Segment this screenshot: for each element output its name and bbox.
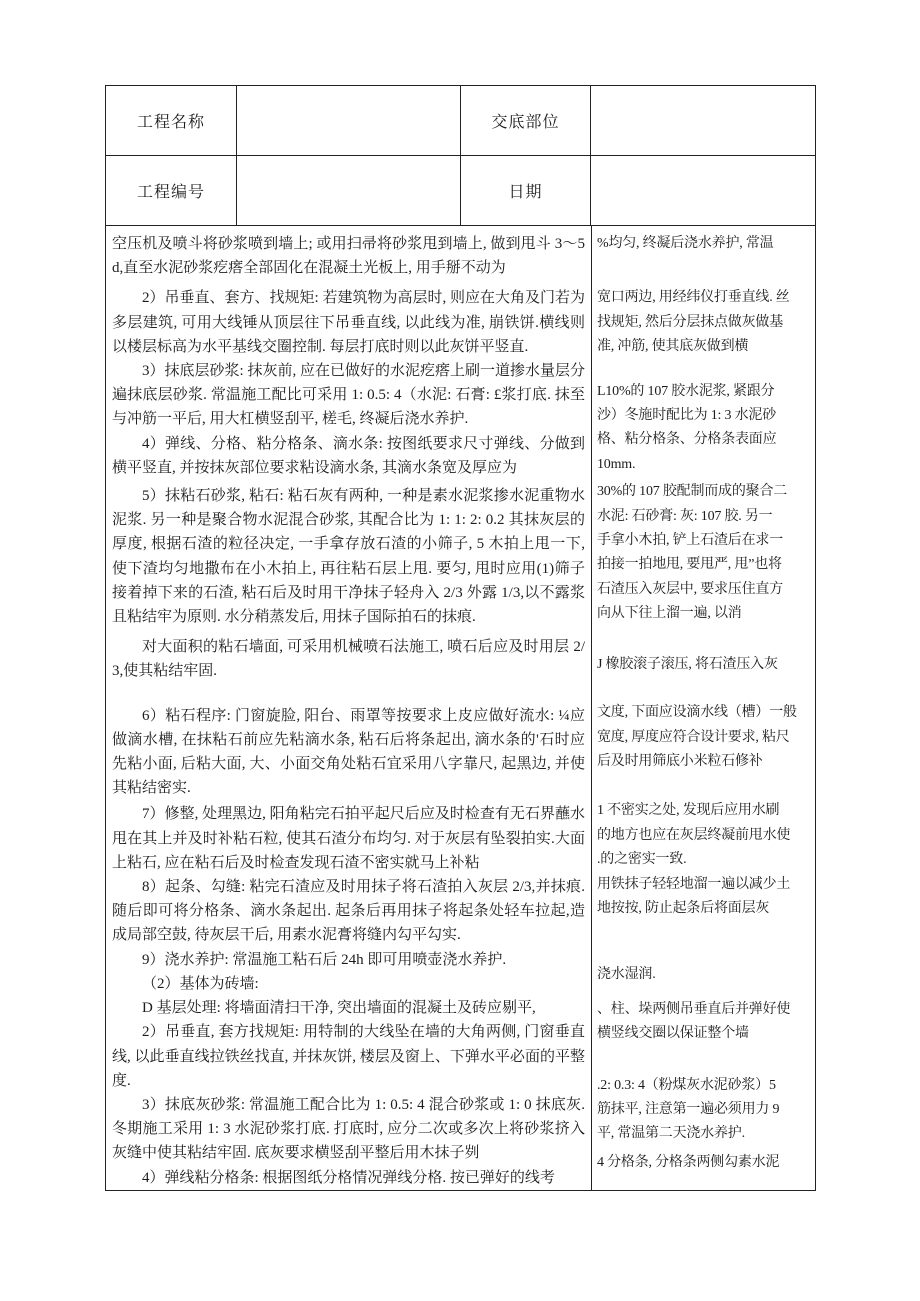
paragraph: 空压机及喷斗将砂浆喷到墙上; 或用扫帚将砂浆甩到墙上, 做到甩斗 3～5d,直至水泥砂浆疙瘩全部固化在混凝土光板上, 用手掰不动为 (112, 236, 585, 277)
text-fragment-line: .2: 0.3: 4（粉煤灰水泥砂浆）5 (597, 1077, 776, 1093)
text-fragment-line: 找规矩, 然后分层抹点做灰做基 (597, 314, 783, 330)
paragraph: （2）基体为砖墙: (142, 975, 259, 992)
paragraph: 2）吊垂直, 套方找规矩: 用特制的大线坠在墙的大角两侧, 门窗垂直线, 以此垂直线拉铁丝找直, 并抹灰饼, 楼层及窗上、下弹水平必面的平整度. (112, 1024, 585, 1089)
text-fragment-line: 拍接一拍地甩, 要甩严, 甩”也将 (597, 557, 782, 573)
paragraph: 3）抹底灰砂浆: 常温施工配合比为 1: 0.5: 4 混合砂浆或 1: 0 抹底灰. 冬期施工采用 1: 3 水泥砂浆打底. 打底时, 应分二次或多次上将砂浆挤入灰缝中使其粘结牢固. 底灰要求横竖刮平整后用木抹子刿 (112, 1096, 585, 1162)
text-fragment-line: 30%的 107 胶配制而成的聚合二 (597, 484, 788, 500)
text-fragment-line: L10%的 107 胶水泥浆, 紧跟分 (597, 383, 775, 399)
disclosure-table (105, 85, 816, 1191)
text-fragment-block (597, 1074, 812, 1147)
paragraph: 2）吊垂直、套方、找规矩: 若建筑物为高层时, 则应在大角及门若为多层建筑, 可用大线锤从顶层往下吊垂直线, 以此线为准, 崩铁饼.横线则以楼层标高为水平基线交圈控制. 每层打底时则以此灰饼平竖直. (112, 290, 585, 355)
text-fragment-line: 沙）冬施时配比为 1: 3 水泥砂 (597, 408, 776, 424)
disclosure-part-value (591, 86, 815, 155)
project-name-label: 工程名称 (106, 86, 237, 155)
text-fragment-block (597, 232, 812, 256)
text-fragment-line: 地按按, 防止起条后将面层灰 (597, 900, 770, 916)
text-fragment-line: 、柱、垛两侧吊垂直后并弹好使 (597, 1001, 791, 1017)
text-fragment-line: 浇水湿润. (597, 967, 656, 983)
paragraph: D 基层处理: 将墙面清扫干净, 突出墙面的混凝土及砖应剔平, (142, 1000, 536, 1017)
paragraph: 8）起条、勾缝: 粘完石渣应及时用抹子将石渣拍入灰层 2/3,并抹痕. 随后即可将分格条、滴水条起出. 起条后再用抹子将起条处轻车拉起,造成局部空鼓, 待灰层干后, 用素水泥膏将缝内勾平勾实. (112, 879, 585, 944)
text-fragment-line: 石渣压入灰层中, 要求压住直方 (597, 581, 783, 597)
text-fragment-line: 的地方也应在灰层终凝前甩水使 (597, 827, 791, 843)
disclosure-part-label: 交底部位 (461, 86, 591, 155)
text-fragment-block (597, 799, 812, 921)
text-fragment-block (597, 286, 812, 359)
paragraph: 4）弹线、分格、粘分格条、滴水条: 按图纸要求尺寸弹线、分做到横平竖直, 并按抹灰部位要求粘设滴水条, 其滴水条宽及厚应为 (112, 435, 585, 476)
paragraph: 5）抹粘石砂浆, 粘石: 粘石灰有两种, 一种是素水泥浆掺水泥重物水泥浆. 另一种是聚合物水泥混合砂浆, 其配合比为 1: 1: 2: 0.2 其抹灰层的厚度, 根据石渣的粒径决定, 一手拿存放石渣的小筛子, 5 木拍上甩一下, 使下渣均匀地撒布在小木拍上, 再往粘石层上甩. 要匀, 甩时应用(1)筛子接着掉下来的石渣, 粘石后及时用干净抹子轻舟入 2/3 外露 1/3,以不露浆且粘结牢为原则. 水分稍蒸发后, 用抹子国际拍石的抹痕. (112, 488, 585, 626)
text-fragment-line: 用铁抹子轻轻地溜一遍以减少土 (597, 876, 791, 892)
text-fragment-line: 1 不密实之处, 发现后应用水刷 (597, 803, 780, 819)
text-fragment-line: 手拿小木拍, 铲上石渣后在求一 (597, 533, 783, 549)
text-fragment-line: 准, 冲筋, 使其底灰做到横 (597, 339, 749, 355)
paragraph: 4）弹线粘分格条: 根据图纸分格情况弹线分格. 按已弹好的线考 (142, 1169, 555, 1186)
left-column (106, 226, 592, 1190)
paragraph: 6）粘石程序: 门窗旋脸, 阳台、雨罩等按要求上皮应做好流水: ¼应做滴水槽, 在抹粘石前应先粘滴水条, 粘石后将条起出, 滴水条的'石时应先粘小面, 后粘大面, 大、小面交角处粘石宜采用八字靠尺, 起黑边, 并使其粘结密实. (112, 707, 585, 797)
date-value (591, 156, 815, 225)
text-fragment-block (597, 480, 812, 626)
paragraph: 3）抹底层砂浆: 抹灰前, 应在已做好的水泥疙瘩上刷一道掺水量层分遍抹底层砂浆. 常温施工配比可采用 1: 0.5: 4（水泥: 石膏: £浆打底. 抹至与冲筋一平后, 用大杠横竖刮平, 槎毛, 终凝后浇水养护. (112, 363, 585, 428)
text-fragment-block (597, 701, 812, 774)
text-fragment-line: %均匀, 终凝后浇水养护, 常温 (597, 236, 774, 251)
header-row-2 (106, 156, 815, 226)
text-fragment-line: J 橡胶滚子滚压, 将石渣压入灰 (597, 656, 778, 672)
paragraph: 7）修整, 处理黑边, 阳角粘完石拍平起尺后应及时检查有无石界蘸水甩在其上并及时补粘石粒, 使其石渣分布均匀. 对于灰层有坠裂拍实.大面上粘石, 应在粘石后及时检查发现石渣不密实就马上补粘 (112, 806, 585, 871)
date-label: 日期 (461, 156, 591, 225)
paragraph: 9）浇水养护: 常温施工粘石后 24h 即可用喷壶浇水养护. (142, 951, 507, 968)
text-fragment-line: 宽口两边, 用经纬仪打垂直线. 丝 (597, 290, 790, 306)
text-fragment-line: 10mm. (597, 456, 636, 472)
text-fragment-line: .的之密实一致. (597, 852, 687, 868)
paragraph: 对大面积的粘石墙面, 可采用机械喷石法施工, 喷石后应及时用层 2/3,使其粘结牢固. (112, 639, 585, 680)
text-fragment-line: 后及时用筛底小米粒石修补 (597, 753, 763, 769)
text-fragment-block (597, 963, 812, 987)
text-fragment-line: 平, 常温第二天浇水养护. (597, 1126, 745, 1142)
right-column (592, 226, 815, 1190)
text-fragment-block (597, 380, 812, 478)
text-fragment-block (597, 1151, 812, 1175)
text-fragment-line: 向从下往上溜一遍, 以消 (597, 606, 742, 622)
project-number-label: 工程编号 (106, 156, 237, 225)
project-number-value (237, 156, 461, 225)
text-fragment-block (597, 653, 812, 677)
header-row-1 (106, 86, 815, 156)
text-fragment-line: 水泥: 石砂膏: 灰: 107 胶. 另一 (597, 508, 773, 524)
text-fragment-line: 横竖线交圈以保证整个墙 (597, 1026, 749, 1042)
project-name-value (237, 86, 461, 155)
text-fragment-line: 格、粘分格条、分格条表面应 (597, 432, 777, 448)
body-row (106, 226, 815, 1190)
text-fragment-block (597, 998, 812, 1047)
text-fragment-line: 4 分格条, 分格条两侧勾素水泥 (597, 1154, 780, 1170)
text-fragment-line: 文度, 下面应设滴水线（槽）一般 (597, 705, 797, 721)
text-fragment-line: 筋抹平, 注意第一遍必须用力 9 (597, 1101, 780, 1117)
text-fragment-line: 宽度, 厚度应符合设计要求, 粘尺 (597, 729, 790, 745)
